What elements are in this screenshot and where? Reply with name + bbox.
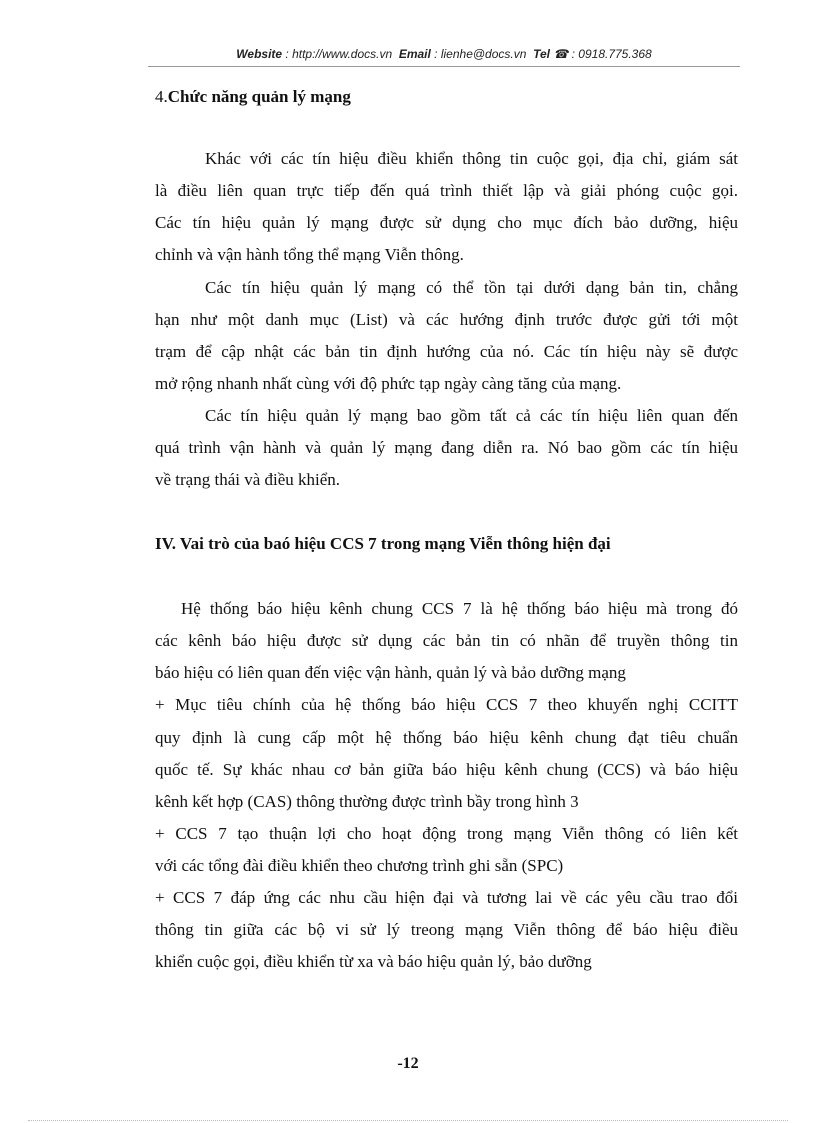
paragraph-line: thông tin giữa các bộ vi sử lý treong mạng Viễn thông để báo hiệu điều bbox=[155, 920, 738, 939]
section-4-title: Chức năng quản lý mạng bbox=[167, 87, 351, 106]
paragraph-line: khiển cuộc gọi, điều khiển từ xa và báo hiệu quản lý, bảo dưỡng bbox=[155, 952, 592, 971]
section-iv-heading: IV. Vai trò của baó hiệu CCS 7 trong mạng Viễn thông hiện đại bbox=[155, 534, 611, 553]
paragraph-line: chỉnh và vận hành tổng thể mạng Viễn thông. bbox=[155, 245, 464, 264]
paragraph-line: mở rộng nhanh nhất cùng với độ phức tạp ngày càng tăng của mạng. bbox=[155, 374, 622, 393]
paragraph-line: Các tín hiệu quản lý mạng được sử dụng cho mục đích bảo dưỡng, hiệu bbox=[155, 213, 738, 232]
paragraph-line: các kênh báo hiệu được sử dụng các bản tin có nhãn để truyền thông tin bbox=[155, 631, 738, 650]
header-divider bbox=[148, 66, 740, 67]
page-number: -12 bbox=[397, 1055, 419, 1072]
paragraph-line: là điều liên quan trực tiếp đến quá trình thiết lập và giải phóng cuộc gọi. bbox=[155, 181, 738, 200]
email-label: Email bbox=[398, 47, 431, 61]
section-4-number: 4. bbox=[155, 87, 168, 106]
paragraph-line: quy định là cung cấp một hệ thống báo hiệu kênh chung đạt tiêu chuẩn bbox=[155, 728, 738, 747]
footer-divider bbox=[28, 1120, 788, 1121]
paragraph-line: Hệ thống báo hiệu kênh chung CCS 7 là hệ thống báo hiệu mà trong đó bbox=[181, 599, 738, 618]
website-label: Website bbox=[236, 47, 283, 61]
paragraph-line: Các tín hiệu quản lý mạng bao gồm tất cả các tín hiệu liên quan đến bbox=[205, 406, 738, 425]
page-header bbox=[148, 47, 740, 61]
bullet-line: + CCS 7 tạo thuận lợi cho hoạt động trong mạng Viễn thông có liên kết bbox=[155, 824, 738, 843]
paragraph-line: với các tổng đài điều khiển theo chương trình ghi sẵn (SPC) bbox=[155, 856, 564, 875]
paragraph-line: hạn như một danh mục (List) và các hướng định trước được gửi tới một bbox=[155, 310, 738, 329]
website-value: : http://www.docs.vn bbox=[285, 47, 393, 61]
tel-value: : 0918.775.368 bbox=[571, 47, 652, 61]
email-value: : lienhe@docs.vn bbox=[434, 47, 527, 61]
paragraph-line: Các tín hiệu quản lý mạng có thể tồn tại dưới dạng bản tin, chẳng bbox=[205, 278, 738, 297]
phone-icon: ☎ bbox=[553, 47, 569, 61]
paragraph-line: kênh kết hợp (CAS) thông thường được trình bầy trong hình 3 bbox=[155, 792, 579, 811]
tel-label: Tel bbox=[533, 47, 550, 61]
section-4-heading bbox=[155, 86, 738, 108]
paragraph-line: quốc tế. Sự khác nhau cơ bản giữa báo hiệu kênh chung (CCS) và báo hiệu bbox=[155, 760, 738, 779]
paragraph-line: báo hiệu có liên quan đến việc vận hành, quản lý và bảo dưỡng mạng bbox=[155, 663, 626, 682]
paragraph-line: Khác với các tín hiệu điều khiển thông tin cuộc gọi, địa chỉ, giám sát bbox=[205, 149, 738, 168]
paragraph-line: quá trình vận hành và quản lý mạng đang diễn ra. Nó bao gồm các tín hiệu bbox=[155, 438, 738, 457]
bullet-line: + Mục tiêu chính của hệ thống báo hiệu CCS 7 theo khuyến nghị CCITT bbox=[155, 695, 738, 714]
bullet-line: + CCS 7 đáp ứng các nhu cầu hiện đại và tương lai về các yêu cầu trao đổi bbox=[155, 888, 738, 907]
paragraph-line: về trạng thái và điều khiển. bbox=[155, 470, 341, 489]
paragraph-line: trạm để cập nhật các bản tin định hướng của nó. Các tín hiệu này sẽ được bbox=[155, 342, 738, 361]
